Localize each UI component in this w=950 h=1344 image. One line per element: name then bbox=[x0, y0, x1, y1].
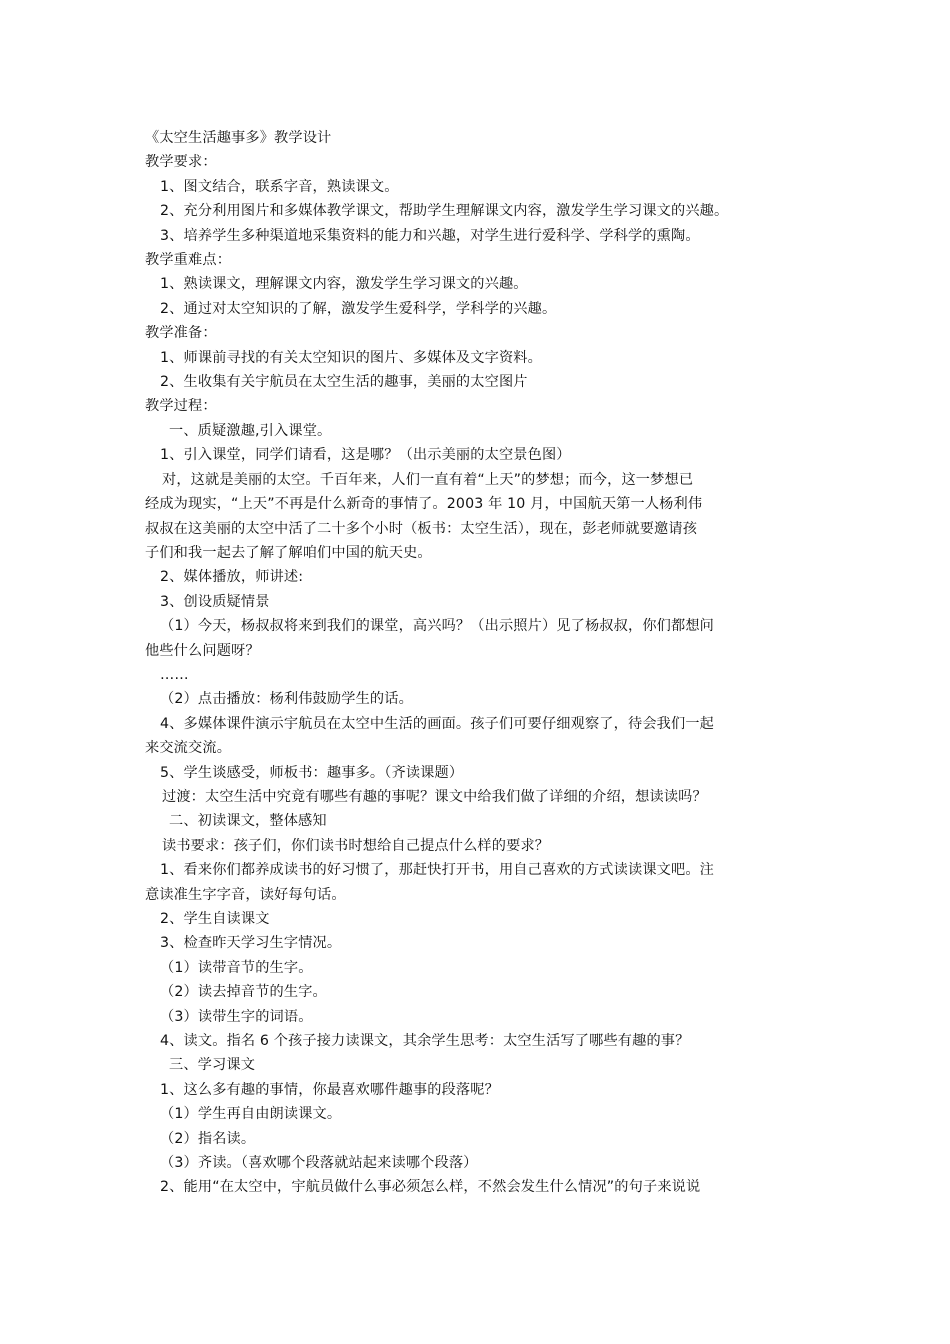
section-heading-process: 教学过程： bbox=[145, 398, 217, 415]
paragraph-line: （3）齐读。（喜欢哪个段落就站起来读哪个段落） bbox=[160, 1155, 478, 1172]
paragraph-line: 1、这么多有趣的事情，你最喜欢哪件趣事的段落呢？ bbox=[160, 1081, 499, 1098]
paragraph-line: （2）点击播放：杨利伟鼓励学生的话。 bbox=[160, 691, 413, 708]
subsection-heading: 三、学习课文 bbox=[169, 1057, 256, 1074]
paragraph-line: 经成为现实，“上天”不再是什么新奇的事情了。2003 年 10 月，中国航天第一人杨利伟 bbox=[145, 496, 703, 513]
paragraph-line: 2、充分利用图片和多媒体教学课文，帮助学生理解课文内容，激发学生学习课文的兴趣。 bbox=[160, 203, 729, 220]
paragraph-line: 2、学生自读课文 bbox=[160, 911, 270, 927]
document-title: 《太空生活趣事多》教学设计 bbox=[145, 130, 332, 146]
paragraph-line: 3、培养学生多种渠道地采集资料的能力和兴趣，对学生进行爱科学、学科学的熏陶。 bbox=[160, 227, 700, 244]
paragraph-line: 子们和我一起去了解了解咱们中国的航天史。 bbox=[145, 544, 432, 561]
paragraph-line: 3、检查昨天学习生字情况。 bbox=[160, 935, 342, 952]
paragraph-line: （2）指名读。 bbox=[160, 1130, 256, 1147]
paragraph-line: 过渡：太空生活中究竟有哪些有趣的事呢？课文中给我们做了详细的介绍，想读读吗？ bbox=[162, 788, 707, 805]
paragraph-line: 来交流交流。 bbox=[145, 740, 232, 757]
paragraph-line: 他些什么问题呀？ bbox=[145, 642, 260, 659]
paragraph-line: 叔叔在这美丽的太空中活了二十多个小时（板书：太空生活），现在，彭老师就要邀请孩 bbox=[145, 520, 698, 537]
paragraph-line: （1）读带音节的生字。 bbox=[160, 959, 313, 976]
paragraph-line: 2、生收集有关宇航员在太空生活的趣事，美丽的太空图片 bbox=[160, 374, 528, 391]
section-heading-key-points: 教学重难点： bbox=[145, 252, 232, 269]
paragraph-line: 5、学生谈感受，师板书：趣事多。（齐读课题） bbox=[160, 764, 464, 781]
paragraph-line: 2、通过对太空知识的了解，激发学生爱科学，学科学的兴趣。 bbox=[160, 300, 557, 317]
paragraph-line: 对，这就是美丽的太空。千百年来，人们一直有着“上天”的梦想；而今，这一梦想已 bbox=[162, 471, 694, 488]
paragraph-line: 1、看来你们都养成读书的好习惯了，那赶快打开书，用自己喜欢的方式读读课文吧。注 bbox=[160, 862, 715, 879]
subsection-heading: 一、质疑激趣,引入课堂。 bbox=[169, 422, 332, 439]
paragraph-line: 3、创设质疑情景 bbox=[160, 593, 270, 610]
paragraph-line: （1）学生再自由朗读课文。 bbox=[160, 1106, 342, 1123]
paragraph-line: 1、师课前寻找的有关太空知识的图片、多媒体及文字资料。 bbox=[160, 349, 542, 366]
section-heading-requirements: 教学要求： bbox=[145, 154, 217, 171]
paragraph-line: （2）读去掉音节的生字。 bbox=[160, 984, 327, 1001]
paragraph-line: 1、图文结合，联系字音，熟读课文。 bbox=[160, 178, 399, 195]
ellipsis-line: …… bbox=[160, 666, 189, 683]
paragraph-line: 2、能用“在太空中，宇航员做什么事必须怎么样，不然会发生什么情况”的句子来说说 bbox=[160, 1179, 701, 1196]
paragraph-line: （1）今天，杨叔叔将来到我们的课堂，高兴吗？（出示照片）见了杨叔叔，你们都想问 bbox=[160, 618, 715, 635]
paragraph-line: 读书要求：孩子们，你们读书时想给自己提点什么样的要求？ bbox=[162, 837, 550, 854]
paragraph-line: （3）读带生字的词语。 bbox=[160, 1008, 313, 1025]
paragraph-line: 意读准生字字音，读好每句话。 bbox=[145, 886, 346, 903]
paragraph-line: 1、熟读课文，理解课文内容，激发学生学习课文的兴趣。 bbox=[160, 276, 528, 293]
subsection-heading: 二、初读课文，整体感知 bbox=[169, 813, 327, 830]
paragraph-line: 4、读文。指名 6 个孩子接力读课文，其余学生思考：太空生活写了哪些有趣的事？ bbox=[160, 1033, 690, 1050]
section-heading-preparation: 教学准备： bbox=[145, 325, 217, 342]
paragraph-line: 4、多媒体课件演示宇航员在太空中生活的画面。孩子们可要仔细观察了，待会我们一起 bbox=[160, 715, 715, 732]
paragraph-line: 2、媒体播放，师讲述: bbox=[160, 569, 304, 586]
paragraph-line: 1、引入课堂，同学们请看，这是哪？（出示美丽的太空景色图） bbox=[160, 447, 571, 464]
document-body bbox=[145, 126, 810, 1200]
